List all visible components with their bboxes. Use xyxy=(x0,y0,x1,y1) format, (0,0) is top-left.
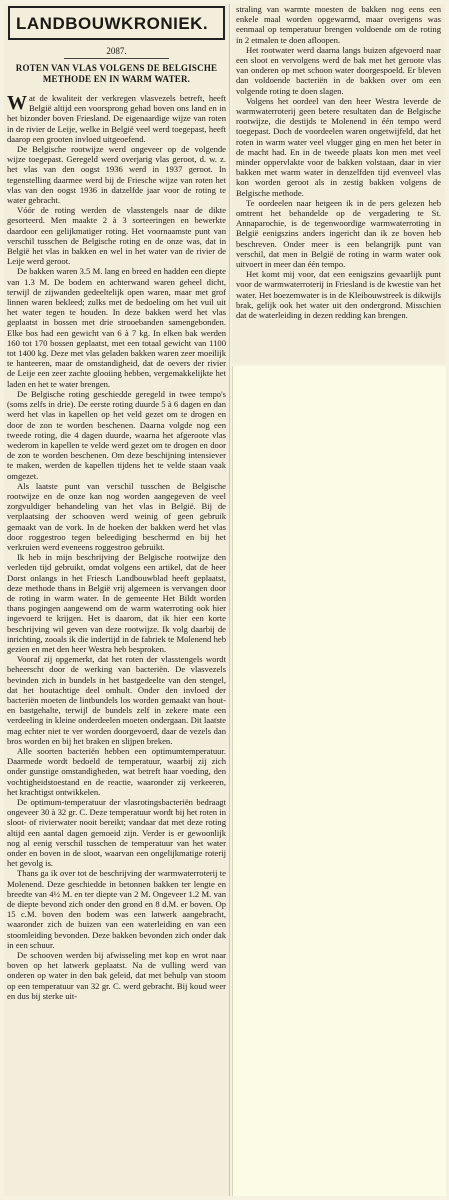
article-number: 2087. xyxy=(106,46,127,56)
paragraph-7: Ik heb in mijn beschrijving der Belgische rootwijze den verleden tijd gebruikt, omdat volgens een artikel, dat de heer Dorst onlangs in het Friesch Landbouwblad heeft geplaatst, deze methode thans in België vrij algemeen is vervangen door de roting in warm water. In de gemeente Het Bildt worden thans pogingen aangewend om de warm waterroting ook hier ingevoerd te krijgen. Het is daarom, dat ik hier een korte beschrijving wil geven van deze rootwijze. Ik volg daarbij de inrichting, zooals ik die indertijd in de fabriek te Molenend heb gezien en met den heer Westra heb besproken. xyxy=(7,552,226,654)
drop-cap: W xyxy=(7,92,27,114)
paragraph-6: Als laatste punt van verschil tusschen de Belgische rootwijze en de onze kan nog worden aangegeven de veel zorgvuldiger behandeling van het vlas in België. Bij de verplaatsing der schooven werd weinig of geen gebruik gemaakt van de vork. In de hoeken der bakken werd het vlas door roggestroo tegen beleediging beschermd en bij het verkruien werd eveneens roggestroo gebruikt. xyxy=(7,480,226,552)
empty-page-area xyxy=(232,366,446,1196)
article-headline: ROTEN VAN VLAS VOLGENS DE BELGISCHE METHODE EN IN WARM WATER. xyxy=(15,63,218,84)
paragraph-13: straling van warmte moesten de bakken nog eens een enkele maal worden opgewarmd, maar overigens was eenmaal op temperatuur brengen voldoende om de roting in 2 etmalen te doen afloopen. xyxy=(236,4,441,45)
paragraph-2: De Belgische rootwijze werd ongeveer op de volgende wijze toegepast. Geregeld werd overjarig vlas geroot, d. w. z. het vlas van den oogst 1936 werd in 1937 geroot. In tegenstelling daarmee werd bij de Friesche wijze van roten het vlas van den oogst 1936 in datzelfde jaar voor de roting te water gebracht. xyxy=(7,144,226,206)
paragraph-16: Te oordeelen naar hetgeen ik in de pers gelezen heb omtrent het behandelde op de vergadering te St. Annaparochie, is de tegenwoordige warmwaterroting in België eenigszins anders ingericht dan ik ze boven heb beschreven. Onder meer is een belangrijk punt van verschil, dat men in België de roting in warm water ook uitvoert in meer dan één tempo. xyxy=(236,197,441,270)
paragraph-8: Vooraf zij opgemerkt, dat het roten der vlasstengels wordt beheerscht door de werking van bacteriën. De vlasvezels bevinden zich in bundels in het bastgedeelte van den stengel, dat het houtachtige deel omhult. Onder den invloed der bacteriën moeten de lintbundels los worden gemaakt van hout- en bastgehalte, terwijl de bundels zelf in zekere mate een verdeeling in kleine onderdeelen moeten ondergaan. Dit laatste mag echter niet te ver worden doorgevoerd, daar de vezels dan bros worden en bij het braken en slijpen breken. xyxy=(7,654,226,746)
paragraph-14: Het rootwater werd daarna langs buizen afgevoerd naar een sloot en vervolgens werd de bak met het geroote vlas van onderen op met schoon water doorgespoeld. Er bleven dan voldoende bacteriën in de bakken over om een volgende roting te doen slagen. xyxy=(236,44,441,96)
paragraph-11: Thans ga ik over tot de beschrijving der warmwaterroterij te Molenend. Deze geschiedde in betonnen bakken ter lengte en breedte van 4½ M. en ter diepte van 2 M. Ongeveer 1.2 M. van de diepte bevond zich onder den grond en 8 d.M. er boven. Op 15 c.M. boven den bodem was een latwerk aangebracht, waaronder zich de buizen van een waterleiding en van een stoomleiding bevonden. Deze bakken bevonden zich onder dak in een schuur. xyxy=(7,868,226,950)
left-column xyxy=(4,4,230,1196)
paragraph-5: De Belgische roting geschiedde geregeld in twee tempo's (soms zelfs in drie). De eerste roting duurde 5 à 6 dagen en dan werd het vlas in kapellen op het veld gezet om te drogen en door de zon te worden beschenen. Daarna volgde nog een tweede roting, die 4 dagen duurde, waarna het afgeroote vlas wederom in kapellen te velde werd gezet om te drogen en door de zon te worden beschenen. Om deze beschijning intensiever te maken, werden de kapellen tijdens het te velde staan vaak omgezet. xyxy=(7,388,226,481)
paragraph-1 xyxy=(7,93,226,144)
divider xyxy=(64,58,169,59)
masthead: LANDBOUWKRONIEK. xyxy=(8,6,225,40)
paragraph-15: Volgens het oordeel van den heer Westra leverde de warmwaterroterij geen betere resultaten dan de Belgische rootwijze, die destijds te Molenend in één tempo werd toegepast. Doch de voordeelen waren ongetwijfeld, dat het roten in warm water veel vlugger ging en men het beter in de macht had. En in de tweede plaats kon men met veel minder oppervlakte voor de bakken volstaan, daar in vier bakken met warm water in denzelfden tijd evenveel vlas kon worden geroot als in zestig bakken volgens de Belgische methode. xyxy=(236,95,441,198)
right-column xyxy=(232,4,445,364)
paragraph-10: De optimum-temperatuur der vlasrotingsbacteriën bedraagt ongeveer 30 à 32 gr. C. Deze temperatuur wordt bij het roten in sloot- of rivierwater nooit bereikt; vandaar dat met deze roting altijd een aantal dagen gemoeid zijn. Verder is er gewoonlijk nog al eenig verschil tusschen de temperatuur van het water onder en boven in de sloot, waarvan een ongelijkmatige roterij het gevolg is. xyxy=(7,797,226,869)
paragraph-12: De schooven werden bij afwisseling met kop en wrot naar boven op het latwerk geplaatst. Na de vulling werd van onderen op water in den bak geleid, dat met behulp van stoom op een temperatuur van 32 gr. C. werd gebracht. Bij koud weer en dus bij sterke uit- xyxy=(7,950,226,1001)
paragraph-9: Alle soorten bacteriën hebben een optimumtemperatuur. Daarmede wordt bedoeld de temperatuur, waarbij zij zich onder gunstige omstandigheden, wat betreft haar voeding, den vochtigheidstoestand en de reactie, waaronder zij verkeeren, het krachtigst ontwikkelen. xyxy=(7,746,226,797)
paragraph-4: De bakken waren 3.5 M. lang en breed en hadden een diepte van 1.3 M. De bodem en achterwand waren geheel dicht, terwijl de zijwanden gedeeltelijk open waren, maar met grof linnen waren bekleed; zulks met de bedoeling om het vuil uit het water tegen te houden. In deze bakken werd het vlas geplaatst in bossen met drie strooebanden samengebonden. Elke bos had een gewicht van 6 à 7 kg. In elken bak werden 160 tot 170 bossen geplaatst, met een totaal gewicht van 1100 tot 1400 kg. Deze met vlas geladen bakken waren zeer moeilijk te hanteeren, maar de omstandigheid, dat de oevers der rivier de Leije een zeer zachte glooiing hebben, vergemakkelijkte het laden en het te water brengen. xyxy=(7,266,226,389)
paragraph-3: Vóór de roting werden de vlasstengels naar de dikte gesorteerd. Men maakte 2 à 3 sorteeringen en bewerkte daardoor een gelijkmatiger roting. Het voornaamste punt van verschil tusschen de Belgische roting en de onze was, dat in België het vlas in bakken en wel in het water van de rivier de Leije werd geroot. xyxy=(7,205,226,267)
paragraph-1-text: at de kwaliteit der verkregen vlasvezels betreft, heeft België altijd een voorsprong gehad boven ons land en in het bizonder boven Friesland. De eigenaardige wijze van roten in de rivier de Leije, welke in België veel werd toegepast, heeft daarop een grooten invloed uitgeoefend. xyxy=(7,93,226,144)
paragraph-17: Het komt mij voor, dat een eenigszins gevaarlijk punt voor de warmwaterroterij in Friesland is de kwestie van het water. Het boezemwater is in de Kleibouwstreek is dikwijls brak, gelijk ook het water uit den ondergrond. Misschien dat de waterleiding in dezen redding kan brengen. xyxy=(236,269,441,321)
